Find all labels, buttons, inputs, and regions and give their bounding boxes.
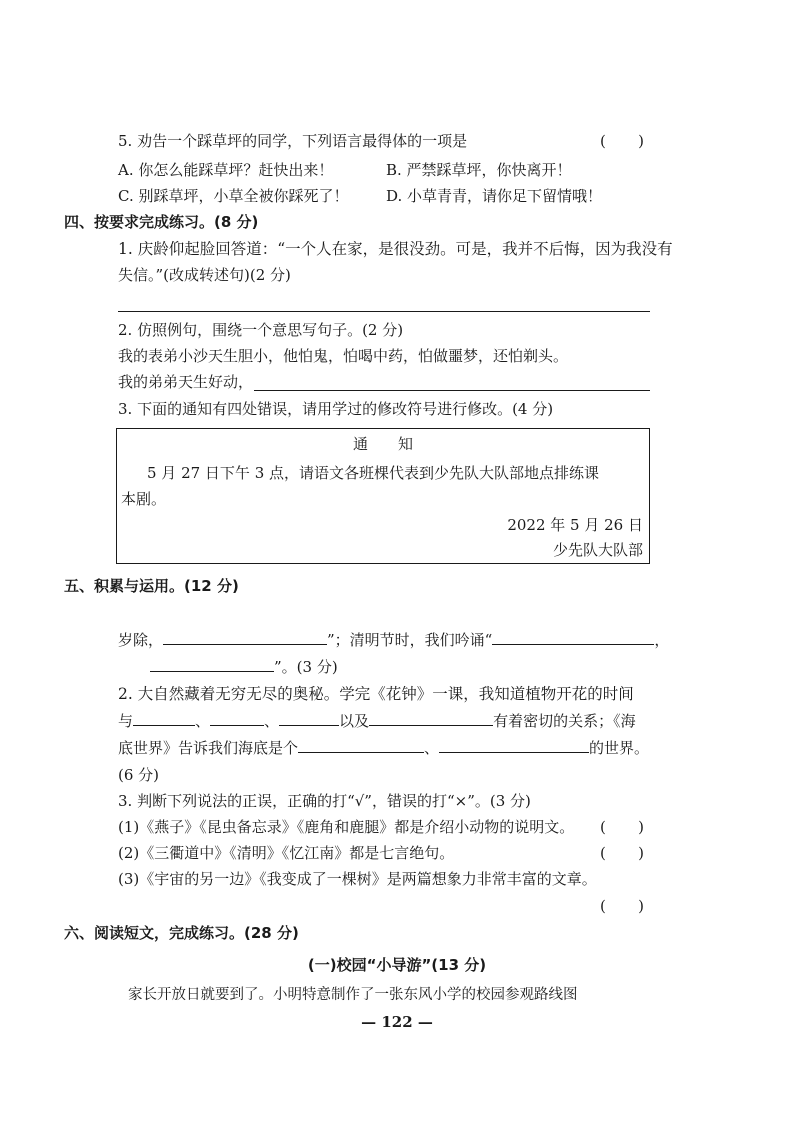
page-number: — 122 — — [361, 1013, 433, 1031]
paren-close: ) — [638, 844, 644, 862]
s5-q2-line3 — [118, 738, 649, 758]
notice-box — [116, 428, 650, 564]
s5-q2-text-a: 与 — [118, 712, 134, 730]
section-5-title: 五、积累与运用。(12 分) — [64, 577, 239, 595]
s5-q1-text-a: 岁除， — [118, 631, 164, 649]
q5-option-d: D. 小草青青，请你足下留情哦！ — [386, 187, 603, 205]
q5-option-b: B. 严禁踩草坪，你快离开！ — [386, 161, 572, 179]
s5-q1-blank-2[interactable] — [492, 630, 654, 645]
s4-q2-example: 我的表弟小沙天生胆小，他怕鬼，怕喝中药，怕做噩梦，还怕剃头。 — [118, 347, 569, 365]
s5-q2-line1: 2. 大自然藏着无穷无尽的奥秘。学完《花钟》一课，我知道植物开花的时间 — [118, 685, 634, 703]
section-4-title: 四、按要求完成练习。(8 分) — [64, 213, 259, 231]
s4-q2-prompt: 我的弟弟天生好动， — [118, 373, 254, 391]
s5-q2-line2 — [118, 711, 636, 731]
s4-q3-stem: 3. 下面的通知有四处错误，请用学过的修改符号进行修改。(4 分) — [118, 400, 554, 418]
s5-q3-paren-3[interactable] — [600, 896, 644, 916]
notice-signature: 少先队大队部 — [552, 541, 643, 559]
paren-open: ( — [600, 132, 606, 150]
s5-q3-paren-2[interactable] — [600, 843, 644, 863]
s5-q2-blank-2[interactable] — [210, 711, 264, 726]
s4-q2-answer-line[interactable] — [254, 390, 650, 391]
s5-q1-blank-3[interactable] — [150, 657, 274, 672]
paren-close: ) — [638, 818, 644, 836]
notice-date: 2022 年 5 月 26 日 — [507, 516, 643, 534]
paren-open: ( — [600, 818, 606, 836]
s5-q2-line4: (6 分) — [118, 766, 160, 784]
notice-body-line1: 5 月 27 日下午 3 点，请语文各班棵代表到少先队大队部地点排练课 — [147, 464, 600, 482]
s5-q2-sep-2: 、 — [264, 712, 280, 730]
s4-q1-answer-line[interactable] — [118, 311, 650, 312]
s4-q1-line1: 1. 庆龄仰起脸回答道：“一个人在家，是很没劲。可是，我并不后悔，因为我没有 — [118, 240, 673, 258]
s4-q1-line2: 失信。”(改成转述句)(2 分) — [118, 266, 291, 284]
s5-q3-paren-1[interactable] — [600, 817, 644, 837]
paren-close: ) — [638, 132, 644, 150]
s5-q2-blank-5[interactable] — [298, 738, 424, 753]
paren-open: ( — [600, 844, 606, 862]
s6-sub-title: (一)校园“小导游”(13 分) — [307, 956, 487, 974]
s5-q3-item-1: (1)《燕子》《昆虫备忘录》《鹿角和鹿腿》都是介绍小动物的说明文。 — [118, 818, 575, 836]
notice-title: 通 知 — [352, 435, 413, 453]
q5-option-a: A. 你怎么能踩草坪？赶快出来！ — [118, 161, 334, 179]
s5-q3-stem: 3. 判断下列说法的正误，正确的打“√”，错误的打“×”。(3 分) — [118, 792, 531, 810]
s5-q2-blank-3[interactable] — [279, 711, 339, 726]
s5-q3-item-3: (3)《宇宙的另一边》《我变成了一棵树》是两篇想象力非常丰富的文章。 — [118, 870, 597, 888]
s5-q2-blank-6[interactable] — [439, 738, 589, 753]
s4-q2-stem: 2. 仿照例句，围绕一个意思写句子。(2 分) — [118, 321, 404, 339]
q5-option-c: C. 别踩草坪，小草全被你踩死了！ — [118, 187, 349, 205]
paren-close: ) — [638, 897, 644, 915]
s5-q1-line2 — [118, 630, 669, 650]
s5-q2-text-c: 有着密切的关系；《海 — [493, 712, 636, 730]
q5-stem: 5. 劝告一个踩草坪的同学，下列语言最得体的一项是 — [118, 132, 468, 150]
s5-q2-sep-3: 、 — [424, 739, 440, 757]
notice-body-line2: 本剧。 — [121, 490, 167, 508]
s6-first-line: 家长开放日就要到了。小明特意制作了一张东风小学的校园参观路线图 — [128, 987, 578, 1003]
s5-q1-text-d: ”。(3 分) — [274, 658, 338, 676]
s5-q2-sep-1: 、 — [195, 712, 211, 730]
s5-q3-item-2: (2)《三衢道中》《清明》《忆江南》都是七言绝句。 — [118, 844, 455, 862]
q5-answer-parens[interactable] — [600, 131, 644, 151]
s5-q2-text-b: 以及 — [339, 712, 370, 730]
s5-q1-text-b: ”；清明节时，我们吟诵“ — [327, 631, 493, 649]
paren-open: ( — [600, 897, 606, 915]
s5-q2-blank-1[interactable] — [133, 711, 195, 726]
s5-q1-line3 — [150, 657, 338, 677]
s5-q2-text-d: 底世界》告诉我们海底是个 — [118, 739, 299, 757]
s5-q1-text-c: ， — [654, 631, 670, 649]
s5-q1-blank-1[interactable] — [163, 630, 327, 645]
s5-q2-text-e: 的世界。 — [589, 739, 650, 757]
s5-q2-blank-4[interactable] — [369, 711, 493, 726]
section-6-title: 六、阅读短文，完成练习。(28 分) — [64, 924, 299, 942]
